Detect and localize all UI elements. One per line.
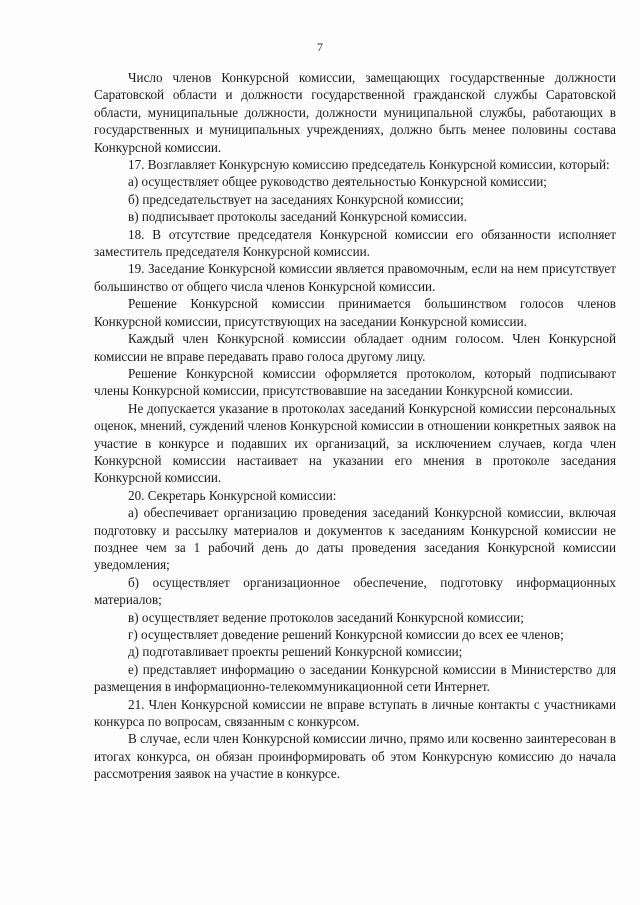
paragraph: 19. Заседание Конкурсной комиссии является правомочным, если на нем присутствует большинство от общего числа членов Конкурсной комиссии. <box>94 261 616 294</box>
paragraph: б) председательствует на заседаниях Конкурсной комиссии; <box>128 191 464 207</box>
paragraph: в) осуществляет ведение протоколов заседаний Конкурсной комиссии; <box>128 609 524 625</box>
paragraph: 21. Член Конкурсной комиссии не вправе вступать в личные контакты с участниками конкурса по вопросам, связанным с конкурсом. <box>94 696 616 730</box>
document-body <box>94 69 616 783</box>
paragraph: Решение Конкурсной комиссии оформляется протоколом, который подписывают члены Конкурсной комиссии, присутствовавшие на заседании Конкурсной комиссии. <box>94 365 616 399</box>
paragraph: Каждый член Конкурсной комиссии обладает одним голосом. Член Конкурсной комиссии не вправе передавать право голоса другому лицу. <box>94 331 616 364</box>
paragraph: б) осуществляет организационное обеспечение, подготовку информационных материалов; <box>94 574 616 608</box>
paragraph: Не допускается указание в протоколах заседаний Конкурсной комиссии персональных оценок, мнений, суждений членов Конкурсной комиссии в отношении конкретных заявок на участие в конкурсе и подавших их организаций, за исключением случаев, когда член Конкурсной комиссии настаивает на указании его мнения в протоколе заседания Конкурсной комиссии. <box>94 400 616 486</box>
paragraph: г) осуществляет доведение решений Конкурсной комиссии до всех ее членов; <box>128 627 564 642</box>
paragraph: е) представляет информацию о заседании Конкурсной комиссии в Министерство для размещения в информационно-телекоммуникационной сети Интернет. <box>94 661 616 695</box>
paragraph: в) подписывает протоколы заседаний Конкурсной комиссии. <box>128 209 467 225</box>
page-number: 7 <box>317 40 323 54</box>
paragraph: В случае, если член Конкурсной комиссии лично, прямо или косвенно заинтересован в итогах конкурса, он обязан проинформировать об этом Конкурсную комиссию до начала рассмотрения заявок на участие в конкурсе. <box>94 731 616 782</box>
paragraph: Число членов Конкурсной комиссии, замещающих государственные должности Саратовской области и должности государственной гражданской службы Саратовской области, муниципальные должности, должности муниципальной службы, работающих в государственных и муниципальных учреждениях, должно быть менее половины состава Конкурсной комиссии. <box>94 70 616 155</box>
paragraph: д) подготавливает проекты решений Конкурсной комиссии; <box>128 644 463 660</box>
paragraph: а) осуществляет общее руководство деятельностью Конкурсной комиссии; <box>128 174 547 190</box>
paragraph: Решение Конкурсной комиссии принимается большинством голосов членов Конкурсной комиссии, присутствующих на заседании Конкурсной комиссии. <box>94 296 616 329</box>
paragraph: 20. Секретарь Конкурсной комиссии: <box>128 487 337 503</box>
paragraph: а) обеспечивает организацию проведения заседаний Конкурсной комиссии, включая подготовку и рассылку материалов и документов к заседаниям Конкурсной комиссии не позднее чем за 1 рабочий день до даты проведения заседания Конкурсной комиссии уведомления; <box>94 505 616 573</box>
paragraph: 18. В отсутствие председателя Конкурсной комиссии его обязанности исполняет заместитель председателя Конкурсной комиссии. <box>94 226 616 260</box>
paragraph: 17. Возглавляет Конкурсную комиссию председатель Конкурсной комиссии, который: <box>128 157 610 173</box>
